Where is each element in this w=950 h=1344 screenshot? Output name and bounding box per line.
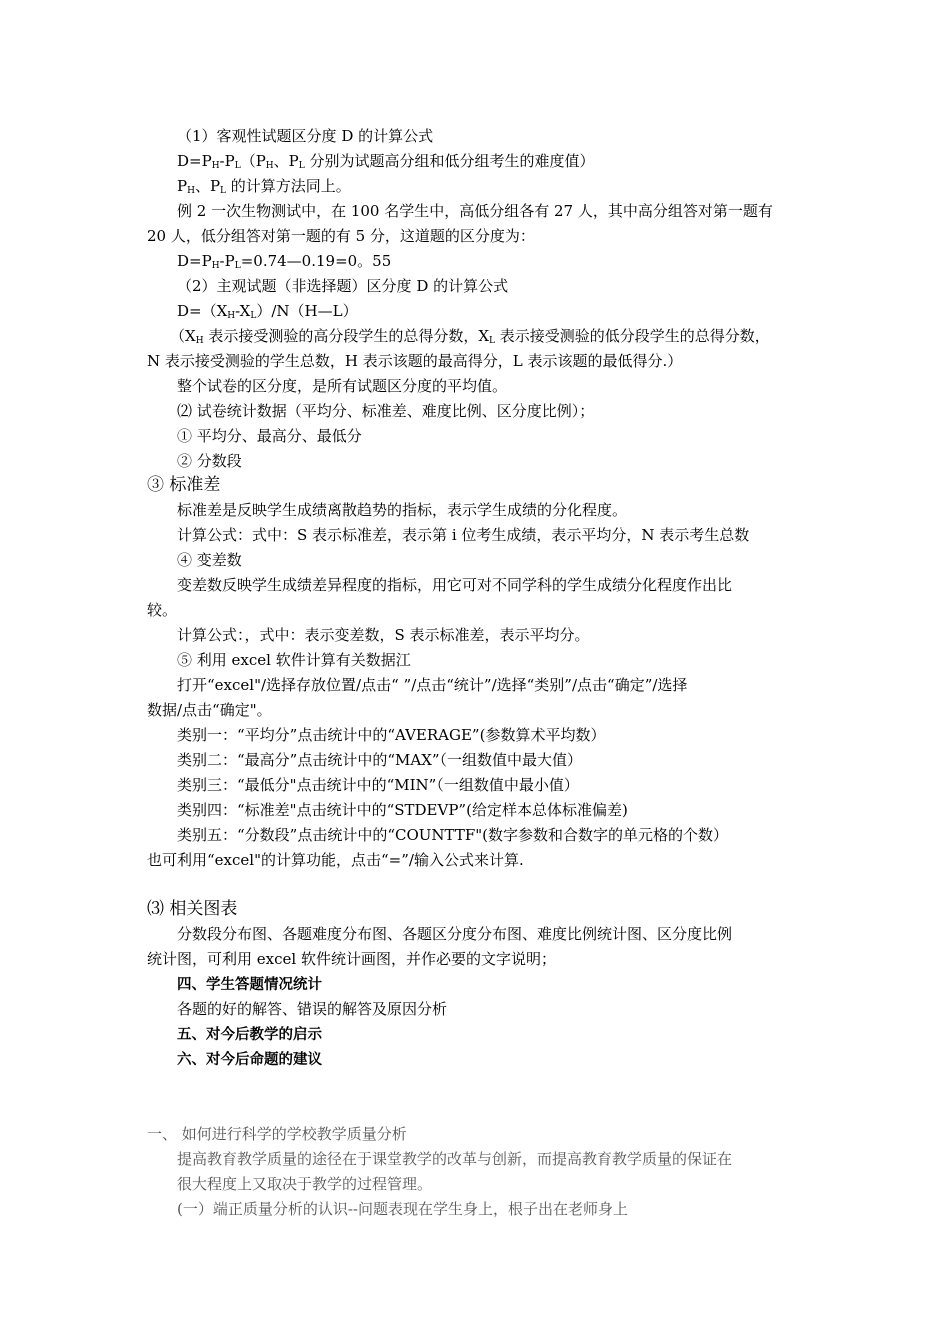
category-five: 类别五：“分数段”点击统计中的“COUNTTF"(数字参数和合数字的单元格的个数） <box>177 826 728 844</box>
category-four: 类别四：“标准差"点击统计中的“STDEVP”(给定样本总体标准偏差) <box>177 801 628 819</box>
heading-section-four: 四、学生答题情况统计 <box>177 977 322 993</box>
std-dev-description: 标准差是反映学生成绩离散趋势的指标，表示学生成绩的分化程度。 <box>177 501 628 519</box>
excel-steps-line2: 数据/点击“确定"。 <box>147 701 272 719</box>
heading-objective-formula: （1）客观性试题区分度 D 的计算公式 <box>177 127 434 145</box>
formula-d-subjective: $D=(X_H-X_L)/N(H—L)$ <box>177 302 358 321</box>
heading-section-six: 六、对今后命题的建议 <box>177 1052 322 1068</box>
example-2-line1: 例 2 一次生物测试中，在 100 名学生中，高低分组各有 27 人，其中高分组答对第一题有 <box>177 202 773 220</box>
quality-analysis-line1: 提高教育教学质量的途径在于课堂教学的改革与创新，而提高教育教学质量的保证在 <box>177 1150 733 1168</box>
excel-formula-note: 也可利用“excel"的计算功能，点击“=”/输入公式来计算. <box>147 851 524 869</box>
variation-formula: 计算公式：，式中：表示变差数，S 表示标准差，表示平均分。 <box>177 626 590 644</box>
charts-description-line1: 分数段分布图、各题难度分布图、各题区分度分布图、难度比例统计图、区分度比例 <box>177 925 733 943</box>
variation-description-line1: 变差数反映学生成绩差异程度的指标，用它可对不同学科的学生成绩分化程度作出比 <box>177 576 733 594</box>
section-four-description: 各题的好的解答、错误的解答及原因分析 <box>177 1000 448 1018</box>
example-2-result: $D=P_H-P_L=0.74—0.19=0$。55 <box>177 252 392 271</box>
item-variation-coefficient: ④ 变差数 <box>177 551 242 569</box>
quality-analysis-line2: 很大程度上又取决于教学的过程管理。 <box>177 1175 433 1193</box>
charts-description-line2: 统计图，可利用 excel 软件统计画图，并作必要的文字说明； <box>147 950 556 968</box>
paper-discrimination-note: 整个试卷的区分度，是所有试题区分度的平均值。 <box>177 377 508 395</box>
heading-quality-analysis: 一、 如何进行科学的学校教学质量分析 <box>147 1125 407 1143</box>
item-standard-deviation: ③ 标准差 <box>147 475 221 495</box>
item-score-bands: ② 分数段 <box>177 452 242 470</box>
heading-related-charts: ⑶ 相关图表 <box>147 899 238 919</box>
subjective-explanation-line2: N 表示接受测验的学生总数，H 表示该题的最高得分，L 表示该题的最低得分.） <box>147 352 683 370</box>
item-average-scores: ① 平均分、最高分、最低分 <box>177 427 362 445</box>
quality-analysis-subheading: (一）端正质量分析的认识--问题表现在学生身上，根子出在老师身上 <box>177 1200 628 1218</box>
category-three: 类别三：“最低分"点击统计中的“MIN”（一组数值中最小值） <box>177 776 579 794</box>
heading-section-five: 五、对今后教学的启示 <box>177 1027 322 1043</box>
example-2-line2: 20 人，低分组答对第一题的有 5 分，这道题的区分度为： <box>147 227 535 245</box>
ph-pl-method: $P_H$、$P_L$ 的计算方法同上。 <box>177 177 351 196</box>
category-one: 类别一：“平均分”点击统计中的“AVERAGE”(参数算术平均数） <box>177 726 606 744</box>
item-excel-usage: ⑤ 利用 excel 软件计算有关数据江 <box>177 651 411 669</box>
variation-description-line2: 较。 <box>147 601 178 619</box>
heading-paper-statistics: ⑵ 试卷统计数据（平均分、标准差、难度比例、区分度比例）； <box>177 402 595 420</box>
subjective-explanation-line1: （$X_H$ 表示接受测验的高分段学生的总得分数，$X_L$ 表示接受测验的低分段学生的总得分数， <box>170 327 770 346</box>
std-dev-formula: 计算公式：式中：S 表示标准差，表示第 i 位考生成绩，表示平均分，N 表示考生总数 <box>177 526 750 544</box>
category-two: 类别二：“最高分”点击统计中的“MAX”（一组数值中最大值） <box>177 751 583 769</box>
formula-d-objective: $D=P_H-P_L(P_H$、$P_L$ 分别为试题高分组和低分组考生的难度值） <box>177 152 595 171</box>
excel-steps-line1: 打开“excel"/选择存放位置/点击“ ”/点击“统计”/选择“类别”/点击“确定”/选择 <box>177 676 688 694</box>
heading-subjective-formula: （2）主观试题（非选择题）区分度 D 的计算公式 <box>177 277 509 295</box>
